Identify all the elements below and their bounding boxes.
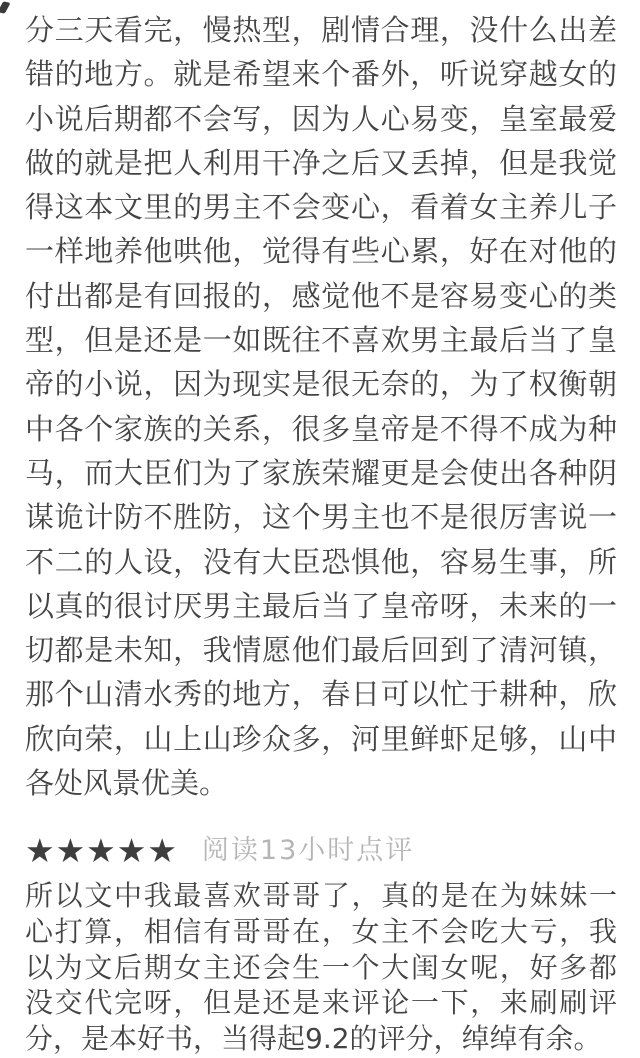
text-line: 错的地方。就是希望来个番外，听说穿越女的 <box>25 57 617 92</box>
text-line: 得这本文里的男主不会变心，看着女主养儿子 <box>25 190 617 225</box>
cropped-stroke-artifact <box>0 1 11 13</box>
review-paragraph-1 <box>25 8 617 805</box>
text-line: 以真的很讨厌男主最后当了皇帝呀，未来的一 <box>25 588 617 623</box>
text-line: 各处风景优美。 <box>25 766 229 801</box>
text-line: 分，是本好书，当得起9.2的评分，绰绰有余。 <box>25 1021 602 1055</box>
text-line: 帝的小说，因为现实是很无奈的，为了权衡朝 <box>25 367 617 402</box>
text-line: 马，而大臣们为了家族荣耀更是会使出各种阴 <box>25 455 617 490</box>
text-line: 分三天看完，慢热型，剧情合理，没什么出差 <box>25 13 617 47</box>
text-line: 做的就是把人利用干净之后又丢掉，但是我觉 <box>25 145 617 180</box>
text-line: 所以文中我最喜欢哥哥了，真的是在为妹妹一 <box>25 879 617 913</box>
text-line: 付出都是有回报的，感觉他不是容易变心的类 <box>25 278 617 313</box>
text-line: 型，但是还是一如既往不喜欢男主最后当了皇 <box>25 323 617 358</box>
text-line: 谋诡计防不胜防，这个男主也不是很厉害说一 <box>25 500 617 535</box>
text-line: 欣向荣，山上山珍众多，河里鲜虾足够，山中 <box>25 721 617 756</box>
rating-row <box>25 831 617 871</box>
review-paragraph-2 <box>25 878 617 1056</box>
text-line: 心打算，相信有哥哥在，女主不会吃大亏，我 <box>25 914 617 948</box>
text-line: 一样地养他哄他，觉得有些心累，好在对他的 <box>25 234 617 269</box>
rating-label: 阅读13小时点评 <box>201 835 415 867</box>
text-line: 那个山清水秀的地方，春日可以忙于耕种，欣 <box>25 677 617 712</box>
star-rating-icons: ★★★★★ <box>25 831 178 871</box>
text-line: 没交代完呀，但是还是来评论一下，来刷刷评 <box>25 986 617 1020</box>
text-line: 小说后期都不会写，因为人心易变，皇室最爱 <box>25 101 617 136</box>
text-line: 切都是未知，我情愿他们最后回到了清河镇， <box>25 633 617 668</box>
text-line: 中各个家族的关系，很多皇帝是不得不成为种 <box>25 411 617 446</box>
text-line: 以为文后期女主还会生一个大闺女呢，好多都 <box>25 950 617 984</box>
text-line: 不二的人设，没有大臣恐惧他，容易生事，所 <box>25 544 617 579</box>
